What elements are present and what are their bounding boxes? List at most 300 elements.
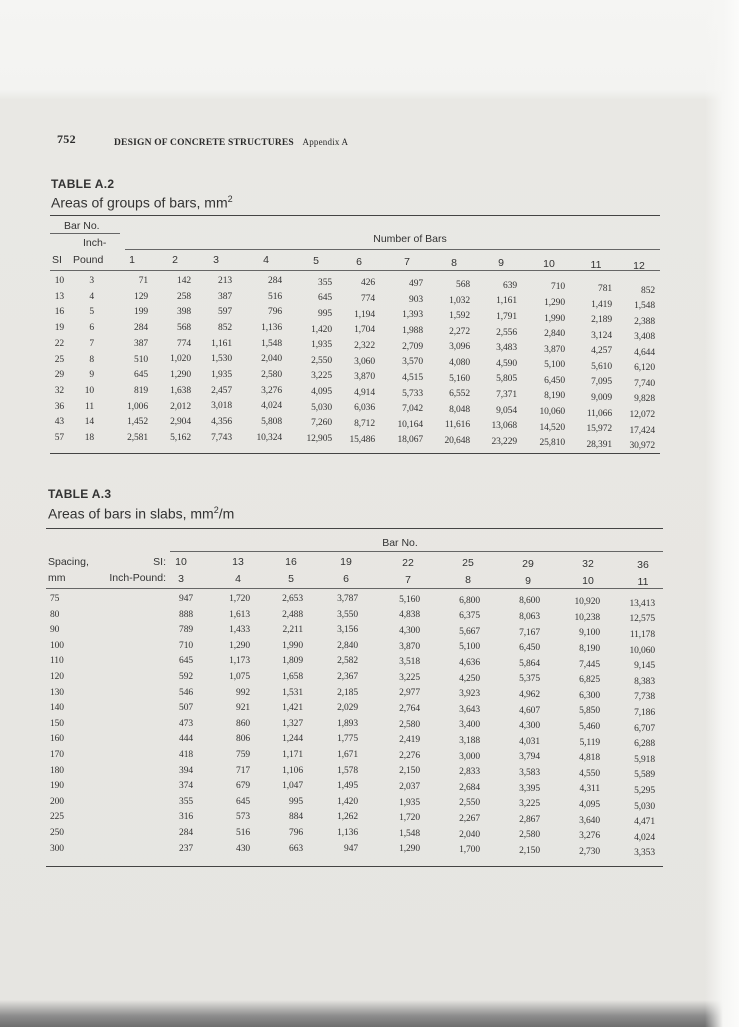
table-cell: 444 xyxy=(179,734,193,745)
table-a2-col-header: 5 xyxy=(313,255,319,267)
table-cell: 497 xyxy=(409,279,423,290)
table-cell: 2,580 xyxy=(399,719,420,730)
table-cell: 8,190 xyxy=(579,643,600,654)
table-cell: 3,643 xyxy=(459,704,480,715)
table-cell: 5,119 xyxy=(579,737,600,748)
table-cell: 1,136 xyxy=(261,322,282,333)
table-cell: 3,483 xyxy=(496,343,517,354)
inch-bar-cell: 10 xyxy=(84,385,94,396)
table-cell: 3,188 xyxy=(459,735,480,746)
table-cell: 1,290 xyxy=(544,297,565,308)
table-cell: 1,006 xyxy=(127,401,148,412)
table-cell: 4,914 xyxy=(354,387,375,398)
table-cell: 507 xyxy=(179,703,193,714)
table-cell: 597 xyxy=(218,307,232,318)
table-cell: 2,730 xyxy=(579,846,600,857)
si-bar-cell: 36 xyxy=(54,401,64,412)
table-cell: 4,300 xyxy=(399,625,420,636)
table-cell: 7,042 xyxy=(402,404,423,415)
si-bar-cell: 22 xyxy=(54,338,64,349)
table-cell: 3,225 xyxy=(311,371,332,382)
table-cell: 2,581 xyxy=(127,433,148,443)
table-cell: 10,060 xyxy=(539,407,565,417)
spacing-cell: 130 xyxy=(50,687,64,698)
spacing-cell: 190 xyxy=(50,781,64,792)
table-cell: 3,018 xyxy=(211,401,232,412)
table-cell: 7,095 xyxy=(591,377,612,388)
table-cell: 1,775 xyxy=(337,734,358,745)
table-cell: 6,288 xyxy=(634,739,655,750)
si-bar-cell: 10 xyxy=(54,276,64,286)
spacing-cell: 110 xyxy=(50,656,64,667)
table-a3-si-size-header: 19 xyxy=(340,556,352,568)
table-cell: 7,260 xyxy=(311,418,332,429)
table-cell: 1,700 xyxy=(459,845,480,856)
table-cell: 6,707 xyxy=(634,723,655,734)
table-cell: 568 xyxy=(456,280,470,290)
table-cell: 5,375 xyxy=(519,674,540,685)
table-cell: 2,833 xyxy=(459,767,480,778)
table-cell: 3,395 xyxy=(519,783,540,794)
table-cell: 2,272 xyxy=(449,326,470,337)
table-cell: 23,229 xyxy=(491,436,517,447)
table-cell: 11,616 xyxy=(444,420,470,431)
table-cell: 1,020 xyxy=(170,354,191,365)
table-cell: 15,972 xyxy=(586,424,612,435)
table-cell: 2,709 xyxy=(402,341,423,352)
table-cell: 903 xyxy=(409,294,423,305)
table-cell: 3,225 xyxy=(399,672,420,683)
table-cell: 6,450 xyxy=(544,375,565,386)
table-cell: 852 xyxy=(641,285,655,296)
table-cell: 1,171 xyxy=(282,750,303,760)
si-bar-cell: 16 xyxy=(54,307,64,318)
table-a2-bottom-rule xyxy=(50,453,660,454)
spacing-cell: 300 xyxy=(50,843,64,854)
table-cell: 781 xyxy=(598,284,612,294)
table-cell: 4,250 xyxy=(459,673,480,684)
table-cell: 573 xyxy=(236,812,250,823)
table-cell: 4,607 xyxy=(519,705,540,716)
table-a2-nbars-rule xyxy=(125,249,660,250)
table-a2-col-header: 10 xyxy=(543,258,555,270)
table-cell: 4,515 xyxy=(402,372,423,383)
table-cell: 1,327 xyxy=(282,718,303,729)
table-cell: 394 xyxy=(179,765,193,776)
table-cell: 7,167 xyxy=(519,627,540,638)
si-bar-cell: 19 xyxy=(54,323,64,334)
table-a2-pound-header: Pound xyxy=(73,254,104,266)
table-cell: 1,452 xyxy=(127,417,148,428)
table-cell: 6,800 xyxy=(459,595,480,606)
spacing-cell: 160 xyxy=(50,734,64,745)
table-cell: 4,257 xyxy=(591,346,612,357)
inch-bar-cell: 6 xyxy=(89,323,94,334)
table-cell: 2,040 xyxy=(261,354,282,365)
table-cell: 8,190 xyxy=(544,391,565,402)
table-cell: 1,791 xyxy=(496,311,517,322)
table-cell: 947 xyxy=(179,594,193,604)
spacing-cell: 100 xyxy=(50,640,64,651)
table-a3-inch-size-header: 7 xyxy=(405,573,411,586)
table-a2-bar-no-header: Bar No. xyxy=(64,220,100,232)
table-cell: 645 xyxy=(179,656,193,667)
table-a3-title-text: Areas of bars in slabs, mm xyxy=(48,505,214,522)
table-cell: 2,189 xyxy=(591,315,612,326)
table-a3-title xyxy=(48,505,234,522)
table-cell: 13,068 xyxy=(491,421,517,432)
table-cell: 2,037 xyxy=(399,781,420,792)
table-cell: 5,100 xyxy=(459,642,480,653)
table-cell: 645 xyxy=(318,293,332,304)
table-a3-si-size-header: 32 xyxy=(582,558,594,570)
table-cell: 7,186 xyxy=(634,707,655,718)
table-cell: 426 xyxy=(361,278,375,289)
table-cell: 2,550 xyxy=(311,355,332,366)
table-cell: 1,935 xyxy=(399,797,420,808)
table-a2-label: TABLE A.2 xyxy=(51,177,115,191)
table-cell: 819 xyxy=(134,385,148,396)
table-cell: 3,408 xyxy=(634,332,655,343)
table-cell: 3,353 xyxy=(634,848,655,859)
table-cell: 2,150 xyxy=(399,766,420,777)
table-cell: 5,460 xyxy=(579,721,600,732)
table-cell: 663 xyxy=(289,843,303,854)
table-a3-inch-size-header: 3 xyxy=(178,573,184,585)
table-a2-col-header: 1 xyxy=(129,254,135,266)
table-a3-inch-size-header: 11 xyxy=(637,576,649,588)
table-cell: 3,870 xyxy=(544,344,565,355)
table-cell: 8,383 xyxy=(634,676,655,687)
table-cell: 213 xyxy=(218,276,232,286)
table-cell: 4,818 xyxy=(579,753,600,764)
table-cell: 9,828 xyxy=(634,394,655,405)
table-cell: 8,063 xyxy=(519,611,540,622)
table-cell: 796 xyxy=(268,307,282,318)
table-a3-mm-header: mm xyxy=(48,572,66,584)
table-cell: 860 xyxy=(236,718,250,729)
table-cell: 774 xyxy=(177,338,191,349)
table-cell: 2,556 xyxy=(496,327,517,338)
table-cell: 284 xyxy=(134,323,148,334)
table-cell: 5,030 xyxy=(311,402,332,413)
table-cell: 2,276 xyxy=(399,750,420,761)
table-cell: 1,704 xyxy=(354,325,375,336)
table-cell: 4,024 xyxy=(261,401,282,412)
table-a3-inch-pound-header: Inch-Pound: xyxy=(109,572,166,584)
table-cell: 1,720 xyxy=(229,594,250,604)
table-cell: 3,583 xyxy=(519,767,540,778)
table-cell: 2,653 xyxy=(282,594,303,604)
table-cell: 3,000 xyxy=(459,751,480,762)
table-a2-barno-rule xyxy=(50,233,120,234)
table-cell: 5,589 xyxy=(634,770,655,781)
table-cell: 1,548 xyxy=(399,828,420,839)
table-cell: 14,520 xyxy=(539,422,565,433)
table-cell: 284 xyxy=(179,828,193,838)
table-cell: 1,290 xyxy=(229,640,250,651)
table-cell: 4,590 xyxy=(496,358,517,369)
table-cell: 10,920 xyxy=(574,597,600,608)
table-cell: 1,106 xyxy=(282,765,303,776)
inch-bar-cell: 3 xyxy=(89,276,94,286)
table-cell: 995 xyxy=(289,796,303,807)
table-cell: 1,032 xyxy=(449,295,470,306)
appendix-label: Appendix A xyxy=(302,137,349,147)
table-cell: 1,173 xyxy=(229,656,250,667)
table-cell: 2,267 xyxy=(459,813,480,824)
table-a2-col-header: 6 xyxy=(356,255,362,268)
table-cell: 1,161 xyxy=(211,338,232,349)
table-a3-si-size-header: 36 xyxy=(637,559,649,571)
table-a2-col-header: 9 xyxy=(498,257,504,269)
si-bar-cell: 32 xyxy=(54,385,64,396)
table-cell: 5,100 xyxy=(544,360,565,371)
table-cell: 3,787 xyxy=(337,594,358,604)
si-bar-cell: 29 xyxy=(54,370,64,381)
table-a3-label: TABLE A.3 xyxy=(48,487,112,501)
table-cell: 2,367 xyxy=(337,672,358,682)
table-cell: 1,893 xyxy=(337,718,358,729)
table-cell: 1,935 xyxy=(311,340,332,351)
table-cell: 759 xyxy=(236,750,250,760)
table-cell: 3,570 xyxy=(402,357,423,368)
table-cell: 10,324 xyxy=(256,432,282,443)
table-cell: 9,145 xyxy=(634,661,655,672)
table-cell: 5,030 xyxy=(634,801,655,812)
table-cell: 12,905 xyxy=(306,434,332,445)
table-cell: 5,733 xyxy=(402,388,423,399)
table-a3-inch-size-header: 5 xyxy=(288,573,294,585)
table-cell: 9,009 xyxy=(591,392,612,403)
page-edge xyxy=(705,0,739,1027)
table-cell: 2,150 xyxy=(519,845,540,856)
spacing-cell: 75 xyxy=(50,594,60,604)
spacing-cell: 90 xyxy=(50,625,60,636)
table-cell: 5,808 xyxy=(261,416,282,427)
table-cell: 7,740 xyxy=(634,378,655,389)
table-cell: 2,419 xyxy=(399,735,420,746)
table-cell: 129 xyxy=(134,291,148,302)
table-cell: 796 xyxy=(289,828,303,838)
table-a2-title-text: Areas of groups of bars, mm xyxy=(51,194,228,211)
table-a2-col-header: 8 xyxy=(451,256,457,269)
table-cell: 5,918 xyxy=(634,754,655,765)
table-a3-si-size-header: 29 xyxy=(522,557,534,570)
table-cell: 546 xyxy=(179,687,193,698)
table-cell: 199 xyxy=(134,307,148,318)
table-cell: 7,371 xyxy=(496,389,517,400)
table-cell: 1,658 xyxy=(282,672,303,682)
table-a3-si-size-header: 16 xyxy=(285,556,297,568)
inch-bar-cell: 8 xyxy=(89,354,94,365)
table-cell: 1,290 xyxy=(399,844,420,855)
table-cell: 516 xyxy=(236,828,250,838)
table-cell: 2,977 xyxy=(399,688,420,699)
spacing-cell: 170 xyxy=(50,750,64,760)
table-a3-si-size-header: 25 xyxy=(462,557,474,569)
table-cell: 4,356 xyxy=(211,417,232,428)
table-cell: 992 xyxy=(236,687,250,698)
table-cell: 888 xyxy=(179,609,193,620)
table-cell: 4,300 xyxy=(519,721,540,732)
table-cell: 5,610 xyxy=(591,361,612,372)
table-cell: 2,582 xyxy=(337,656,358,667)
table-a2-col-header: 2 xyxy=(172,254,178,266)
inch-bar-cell: 4 xyxy=(89,291,94,302)
inch-bar-cell: 7 xyxy=(89,338,94,349)
table-cell: 374 xyxy=(179,781,193,792)
table-a2-number-of-bars-header: Number of Bars xyxy=(373,233,447,245)
table-cell: 355 xyxy=(318,277,332,288)
table-cell: 1,290 xyxy=(170,370,191,381)
table-cell: 1,578 xyxy=(337,765,358,776)
table-cell: 387 xyxy=(134,338,148,349)
table-cell: 1,720 xyxy=(399,813,420,824)
table-cell: 11,178 xyxy=(629,629,655,640)
table-cell: 9,100 xyxy=(579,628,600,639)
table-cell: 1,433 xyxy=(229,625,250,636)
table-cell: 18,067 xyxy=(397,435,423,446)
si-bar-cell: 57 xyxy=(54,433,64,443)
table-cell: 7,445 xyxy=(579,659,600,670)
table-a3-bar-no-header: Bar No. xyxy=(382,537,418,549)
table-a2-col-header: 7 xyxy=(404,256,410,268)
table-cell: 1,421 xyxy=(282,703,303,714)
table-cell: 3,060 xyxy=(354,356,375,367)
table-cell: 4,095 xyxy=(311,387,332,398)
table-cell: 1,244 xyxy=(282,734,303,745)
table-cell: 2,550 xyxy=(459,798,480,809)
table-cell: 3,794 xyxy=(519,752,540,763)
table-cell: 568 xyxy=(177,323,191,334)
table-cell: 1,548 xyxy=(634,301,655,312)
table-cell: 6,375 xyxy=(459,611,480,622)
table-cell: 4,550 xyxy=(579,768,600,779)
table-cell: 473 xyxy=(179,718,193,729)
table-a2-header-rule xyxy=(50,270,660,271)
spacing-cell: 225 xyxy=(50,812,64,823)
table-cell: 806 xyxy=(236,734,250,745)
table-cell: 1,194 xyxy=(354,309,375,320)
table-cell: 8,600 xyxy=(519,596,540,607)
table-cell: 8,712 xyxy=(354,419,375,430)
table-cell: 710 xyxy=(551,282,565,293)
table-cell: 9,054 xyxy=(496,405,517,416)
table-cell: 1,990 xyxy=(544,313,565,324)
table-cell: 5,295 xyxy=(634,785,655,796)
table-cell: 258 xyxy=(177,291,191,302)
table-cell: 6,552 xyxy=(449,389,470,400)
table-cell: 10,164 xyxy=(397,419,423,430)
table-cell: 10,238 xyxy=(574,612,600,623)
table-cell: 5,160 xyxy=(449,373,470,384)
table-cell: 921 xyxy=(236,703,250,714)
table-cell: 2,388 xyxy=(634,316,655,327)
table-cell: 1,638 xyxy=(170,385,191,396)
running-title: DESIGN OF CONCRETE STRUCTURES xyxy=(114,138,294,148)
table-a3-si-header: SI: xyxy=(153,556,166,568)
table-a2-col-header: 11 xyxy=(590,259,602,271)
table-cell: 1,990 xyxy=(282,640,303,651)
table-cell: 6,450 xyxy=(519,643,540,654)
table-cell: 639 xyxy=(503,280,517,291)
table-cell: 1,075 xyxy=(229,672,250,682)
table-a2-si-header: SI xyxy=(52,254,62,266)
table-a3-top-rule xyxy=(46,528,663,529)
table-cell: 7,738 xyxy=(634,692,655,703)
table-cell: 12,072 xyxy=(629,409,655,420)
table-cell: 2,867 xyxy=(519,814,540,825)
table-cell: 2,840 xyxy=(544,329,565,340)
table-cell: 387 xyxy=(218,291,232,302)
table-cell: 2,684 xyxy=(459,782,480,793)
table-cell: 5,162 xyxy=(170,432,191,443)
table-a3-bottom-rule xyxy=(46,866,663,867)
table-a3-spacing-header: Spacing, xyxy=(48,556,89,568)
table-cell: 1,495 xyxy=(337,781,358,792)
table-a2-col-header: 3 xyxy=(213,254,219,266)
table-cell: 10,060 xyxy=(629,645,655,656)
table-cell: 5,667 xyxy=(459,626,480,637)
table-cell: 3,870 xyxy=(354,372,375,383)
inch-bar-cell: 11 xyxy=(85,401,94,412)
table-cell: 20,648 xyxy=(444,436,470,447)
table-cell: 2,322 xyxy=(354,340,375,351)
table-cell: 2,764 xyxy=(399,703,420,714)
table-cell: 717 xyxy=(236,765,250,776)
table-cell: 30,972 xyxy=(629,441,655,452)
si-bar-cell: 25 xyxy=(54,354,64,365)
table-a3-si-size-header: 13 xyxy=(232,556,244,568)
table-a2-col-header: 12 xyxy=(633,260,645,272)
table-a3-si-size-header: 10 xyxy=(175,556,187,568)
table-cell: 1,420 xyxy=(311,324,332,335)
table-cell: 1,548 xyxy=(261,338,282,349)
table-cell: 1,161 xyxy=(496,296,517,307)
table-cell: 418 xyxy=(179,750,193,760)
table-cell: 355 xyxy=(179,796,193,807)
inch-bar-cell: 14 xyxy=(84,417,94,428)
spacing-cell: 120 xyxy=(50,672,64,682)
table-cell: 995 xyxy=(318,308,332,319)
table-cell: 774 xyxy=(361,294,375,305)
table-a3-title-sup: 2 xyxy=(213,505,219,515)
table-cell: 316 xyxy=(179,812,193,823)
page-number: 752 xyxy=(57,132,76,146)
table-cell: 4,080 xyxy=(449,358,470,369)
table-cell: 4,471 xyxy=(634,817,655,828)
table-a2-col-header: 4 xyxy=(263,254,269,266)
table-a2-inch-header: Inch- xyxy=(83,237,107,249)
table-cell: 1,613 xyxy=(229,609,250,620)
table-cell: 3,156 xyxy=(337,625,358,636)
table-a3-inch-size-header: 6 xyxy=(343,573,349,585)
inch-bar-cell: 18 xyxy=(84,433,94,443)
table-cell: 2,040 xyxy=(459,829,480,840)
table-cell: 3,400 xyxy=(459,720,480,731)
table-cell: 1,393 xyxy=(402,310,423,321)
running-head xyxy=(114,137,348,148)
table-cell: 2,457 xyxy=(211,385,232,396)
table-cell: 2,580 xyxy=(261,369,282,380)
table-cell: 284 xyxy=(268,276,282,286)
table-cell: 3,923 xyxy=(459,689,480,700)
table-cell: 1,530 xyxy=(211,354,232,365)
table-cell: 3,225 xyxy=(519,799,540,810)
table-cell: 2,029 xyxy=(337,703,358,714)
spacing-cell: 140 xyxy=(50,703,64,714)
